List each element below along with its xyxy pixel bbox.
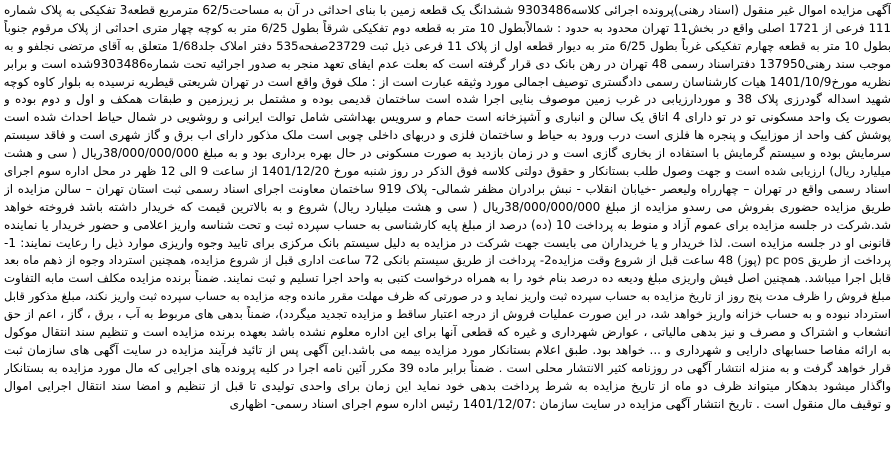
notice-line: شهید اسداله گودرزی پلاک 38 و موردارزیابی در غرب زمین موصوف بنایی اجرا شده است ساختمان قدیمی بوده و مشتمل بر زیرزمین و طبقات همکف و اول و دوم بوده و — [4, 92, 891, 107]
notice-line: واگذار میشود بدهکار میتواند ظرف دو ماه از تاریخ مزایده به شرط پرداخت بدهی خود نماید این زمان برای واحدی تولیدی تا قبل از تنظیم و امضا سند انتقال اجرایی اموال — [4, 378, 891, 393]
notice-line: قانونی او در جلسه مزایده است. لذا خریدار و یا خریداران می بایست جهت شرکت در مزایده به دلیل سیستم بانک مرکزی برای تایید وجوه واریزی موارد ذیل را رعایت نمایند: 1- — [4, 235, 891, 250]
notice-line: موجب سند رهنی137950 دفتراسناد رسمی 48 تهران در رهن بانک دی قرار گرفته است که بعلت عدم ایفای تعهد منجر به صدور اجرائیه تحت شماره9303486شده است و برابر — [4, 56, 891, 71]
notice-line: بصورت یک واحد مسکونی تو در تو دارای 4 اتاق یک سالن و انباری و آشپزخانه است حمام و سرویس بهداشتی شامل توالت ایرانی و روشویی در شمال حیاط احداث شده است — [4, 110, 891, 125]
notice-line: به ارائه مفاصا حسابهای دارایی و شهرداری و ... خواهد بود. طبق اعلام بستانکار مورد مزایده بیمه می باشد.این آگهی پس از تائید فرآیند مزایده در سایت آگهی های سازمان ثبت — [4, 342, 891, 357]
notice-line: پرداخت از طریق pc pos (پوز) 48 ساعت قبل از شروع وقت مزایده2- پرداخت از طریق سیستم بانکی 72 ساعت اداری قبل از شروع مزایده، همچنین استرداد وجوه از ذهم ماه بعد — [4, 253, 891, 268]
notice-line: قابل اجرا میباشد. همچنین اصل فیش واریزی مبلغ ودیعه ده درصد بنام خود را به همراه درخواست کتبی به واحد اجرا تسلیم و ثبت نمایند. ضمناً برنده مزایده مکلف است مابه التفاوت — [4, 271, 891, 286]
notice-line: نظریه مورخ1401/10/9 هیات کارشناسان رسمی دادگستری توصیف اجمالی مورد وثیقه عبارت است از : ملک فوق واقع است در تهران شریعتی قیطریه نرسیده به بلوار کاوه کوچه — [4, 74, 891, 89]
notice-line: شد.شرکت در جلسه مزایده برای عموم آزاد و منوط به پرداخت 10 (ده) درصد از مبلغ پایه کارشناسی به حساب سپرده ثبت و تحت شناسه واریز اعلامی و حضور خریدار یا نماینده — [4, 217, 891, 232]
notice-line: اسناد رسمی واقع در تهران – چهارراه ولیعصر -خیابان انقلاب - نبش برادران مظفر شمالی- پلاک 919 ساختمان معاونت اجرای اسناد رسمی ثبت استان تهران – سالن مزایده از — [4, 181, 891, 196]
notice-line: استرداد نبوده و به حساب خزانه واریز خواهد شد، در این صورت عملیات فروش از درجه اعتبار ساقط و مزایده تجدید میگردد)، ضمناً بدهی های مربوط به آب ، برق ، گاز ، اعم از حق — [4, 307, 891, 322]
notice-line: انشعاب و اشتراک و مصرف و نیز بدهی مالیاتی ، عوارض شهرداری و غیره که قطعی آنها برای این اداره معلوم نشده باشد بعهده برنده مزایده است و تنظیم سند انتقال موکول — [4, 325, 891, 340]
notice-line: پوشش کف واحد از موزاییک و پنجره ها فلزی است درب ورود به حیاط و ساختمان فلزی و دربهای داخلی چوبی است ملک مذکور دارای اب برق و گاز شهری است و فاقد سیستم — [4, 128, 891, 143]
notice-line: مبلغ فروش را ظرف مدت پنج روز از تاریخ مزایده به حساب سپرده ثبت واریز نماید و در صورتی که ظرف مهلت مقرر مانده وجه مزایده به حساب سپرده ثبت واریز نکند، مبلغ مذکور قابل — [4, 289, 891, 304]
notice-line-final: و توقیف مال منقول است . تاریخ انتشار آگهی مزایده در سایت سازمان :1401/12/07 رئیس اداره سوم اجرای اسناد رسمی- اظهاری — [229, 396, 891, 411]
notice-line: آگهی مزایده اموال غیر منقول (اسناد رهنی)پرونده اجرائی کلاسه9303486 ششدانگ یک قطعه زمین با بنای احداثی در آن به مساحت62/5 مترمربع قطعه3 تفکیکی به پلاک شماره — [4, 3, 891, 17]
notice-line: طریق مزایده حضوری بفروش می رسدو مزایده از مبلغ 38/000/000/000ریال ( سی و هشت میلیارد ریال) شروع و به بالاترین قیمت که خریدار داشته باشد فروخته خواهد — [4, 199, 891, 214]
notice-line: قرار خواهد گرفت و به منزله انتشار آگهی در روزنامه کثیر الانتشار محلی است . ضمناً برابر ماده 39 مکرر آئین نامه اجرا در کلیه پرونده های اجرایی که مال مورد مزایده به بستانکار — [4, 360, 891, 375]
notice-line: سرمایش بوده و سیستم گرمایش با استفاده از بخاری گازی است و در زمان بازدید به صورت مسکونی در حال بهره برداری بود و به مبلغ 38/000/000/000ریال ( سی و هشت — [4, 146, 891, 161]
notice-line: بطول 10 متر به قطعه چهارم تفکیکی غرباً بطول 6/25 متر به دیوار قطعه اول از پلاک 11 فرعی ذیل ثبت 23729صفحه535 دفتر املاک جلد1/68 متعلق به آقای مرتضی نجلفو و به — [4, 38, 891, 53]
notice-line: 111 فرعی از 1721 اصلی واقع در بخش11 تهران محدود به حدود : شمالاًبطول 10 متر به قطعه دوم تفکیکی شرقاً بطول 6/25 متر به کوچه چهار متری احداثی از پلاک مرقوم جنوباً — [4, 20, 891, 35]
notice-line: میلیارد ریال) ارزیابی شده است و جهت وصول طلب بستانکار و حقوق دولتی کلاسه فوق الذکر در روز شنبه مورخ 1401/12/20 از ساعت 9 الی 12 ظهر در محل اداره سوم اجرای — [4, 164, 891, 179]
